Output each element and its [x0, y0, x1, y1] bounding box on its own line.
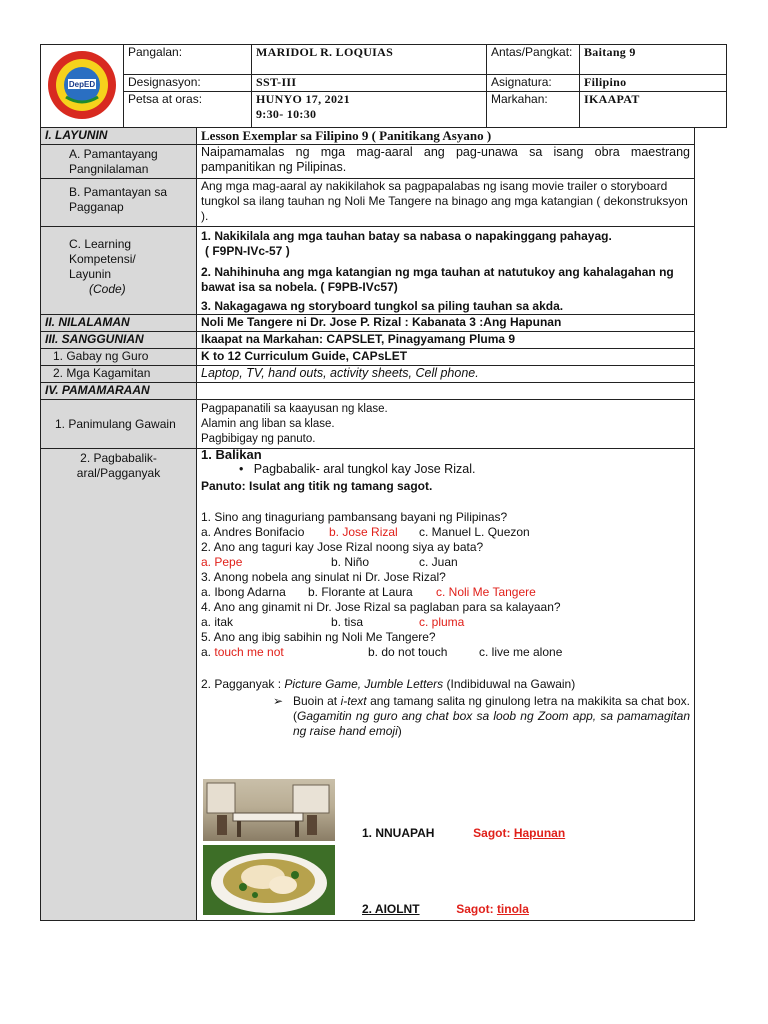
grade-value: Baitang 9	[580, 45, 727, 75]
gabay-text: K to 12 Curriculum Guide, CAPsLET	[197, 349, 695, 366]
item-2-sagot-label: Sagot:	[456, 902, 494, 916]
label-code: (Code)	[89, 282, 126, 296]
q2-choice-b: b. Niño	[331, 555, 370, 569]
question-3: 3. Anong nobela ang sinulat ni Dr. Jose Rizal?	[201, 570, 446, 584]
quarter-label: Markahan:	[487, 92, 580, 128]
date-text: HUNYO 17, 2021	[256, 92, 350, 106]
balik-aral-content	[197, 449, 695, 921]
q1-choice-c: c. Manuel L. Quezon	[419, 525, 530, 539]
question-2: 2. Ano ang taguri kay Jose Rizal noong siya ay bata?	[201, 540, 484, 554]
designation-label: Designasyon:	[124, 75, 252, 92]
q5-choice-a: touch me not	[214, 645, 284, 659]
q1-choice-b: b. Jose Rizal	[329, 525, 398, 539]
sanggunian-heading: III. SANGGUNIAN	[41, 332, 197, 349]
date-label: Petsa at oras:	[124, 92, 252, 128]
nilalaman-text: Noli Me Tangere ni Dr. Jose P. Rizal : Kabanata 3 :Ang Hapunan	[197, 315, 695, 332]
item-1-answer-line	[362, 826, 565, 841]
item-2-jumbled-word: 2. AIOLNT	[362, 902, 420, 916]
logo-cell	[41, 45, 124, 128]
label-c: C. Learning Kompetensi/ Layunin	[69, 237, 136, 281]
kagamitan-label: 2. Mga Kagamitan	[41, 366, 197, 383]
kompetensi-item-2: 2. Nahihinuha ang mga katangian ng mga tauhan at natutukoy ang kahalagahan ng bawat isa sa nobela. ( F9PB-IVc57)	[201, 265, 674, 294]
q4-choice-b: b. tisa	[331, 615, 364, 629]
item-1-jumbled-word: 1. NNUAPAH	[362, 826, 435, 840]
instruction-italic: i-text	[340, 694, 367, 708]
dining-table-icon	[203, 779, 335, 841]
item-1-answer: Hapunan	[513, 826, 566, 840]
q5-choice-c: c. live me alone	[479, 645, 563, 659]
pamantayan-pagganap-label	[41, 179, 197, 227]
q3-choice-a: a. Ibong Adarna	[201, 585, 286, 599]
panimula-item-1: Pagpapanatili sa kaayusan ng klase.	[201, 403, 388, 415]
instruction-italic-2: Gagamitin ng guro ang chat box sa loob ng Zoom app, sa pamamagitan ng raise hand emoji	[293, 709, 690, 738]
item-2-answer-line	[332, 902, 529, 917]
pamantayang-pangnilalaman-text: Naipamamalas ng mga mag-aaral ang pag-unawa sa isang obra maestrang pampanitikan ng Pilipinas.	[197, 145, 695, 179]
pagganyak-line	[201, 677, 690, 692]
pamamaraan-heading: IV. PAMAMARAAN	[41, 383, 197, 400]
kagamitan-text: Laptop, TV, hand outs, activity sheets, Cell phone.	[197, 366, 695, 383]
time-text: 9:30- 10:30	[256, 107, 317, 121]
lesson-title: Lesson Exemplar sa Filipino 9 ( Panitikang Asyano )	[197, 128, 695, 145]
question-4: 4. Ano ang ginamit ni Dr. Jose Rizal sa paglaban para sa kalayaan?	[201, 600, 561, 614]
header-table	[40, 44, 727, 128]
balik-aral-label-text: 2. Pagbabalik-aral/Pagganyak	[76, 451, 161, 480]
nilalaman-heading: II. NILALAMAN	[41, 315, 197, 332]
designation-value: SST-III	[252, 75, 487, 92]
learning-kompetensi-label	[41, 227, 197, 315]
q1-choice-a: a. Andres Bonifacio	[201, 525, 305, 539]
item-1-sagot-label: Sagot:	[473, 826, 511, 840]
bullet-icon: •	[239, 462, 254, 476]
learning-kompetensi-text	[197, 227, 695, 315]
question-4-choices	[201, 615, 690, 630]
tinola-bowl-icon	[203, 845, 335, 915]
instruction-close: )	[397, 724, 402, 738]
question-3-choices	[201, 585, 690, 600]
kompetensi-item-1-code: ( F9PN-IVc-57 )	[205, 244, 290, 258]
question-5-choices	[201, 645, 690, 660]
instruction-part-2: ang tamang salita ng ginulong letra na makikita sa chat box. (	[293, 694, 690, 723]
q5-choice-b: b. do not touch	[368, 645, 448, 659]
panimula-item-2: Alamin ang liban sa klase.	[201, 418, 335, 430]
dining-room-picture	[203, 779, 335, 841]
question-2-choices	[201, 555, 690, 570]
q3-choice-c: c. Noli Me Tangere	[436, 585, 536, 599]
question-1-choices	[201, 525, 690, 540]
q5-choice-a-prefix: a.	[201, 645, 212, 659]
q4-choice-c: c. pluma	[419, 615, 465, 629]
subject-label: Asignatura:	[487, 75, 580, 92]
question-1: 1. Sino ang tinaguriang pambansang bayani ng Pilipinas?	[201, 510, 508, 524]
panimula-label: 1. Panimulang Gawain	[41, 400, 197, 449]
label-a: A. Pamantayang Pangnilalaman	[69, 147, 158, 176]
q2-choice-a: a. Pepe	[201, 555, 243, 569]
instruction-part-1: Buoin at	[293, 694, 338, 708]
arrow-bullet-icon: ➢	[273, 694, 284, 708]
balik-aral-label	[41, 449, 197, 921]
lesson-table	[40, 127, 695, 921]
balikan-title: 1. Balikan	[201, 447, 262, 462]
label-b: B. Pamantayan sa Pagganap	[69, 185, 168, 214]
panimula-text	[197, 400, 695, 449]
bullet-text: Pagbabalik- aral tungkol kay Jose Rizal.	[253, 462, 476, 476]
name-label: Pangalan:	[124, 45, 252, 75]
sanggunian-text: Ikaapat na Markahan: CAPSLET, Pinagyamang Pluma 9	[197, 332, 695, 349]
pagganyak-italic: Picture Game, Jumble Letters	[284, 677, 444, 691]
kompetensi-item-1: 1. Nakikilala ang mga tauhan batay sa nabasa o napakinggang pahayag.	[201, 229, 612, 243]
q4-choice-a: a. itak	[201, 615, 234, 629]
gabay-label: 1. Gabay ng Guro	[41, 349, 197, 366]
quarter-value: IKAAPAT	[580, 92, 727, 128]
pagganyak-prefix: 2. Pagganyak :	[201, 677, 282, 691]
pamantayang-pangnilalaman-label	[41, 145, 197, 179]
tinola-picture	[203, 845, 335, 915]
pagganyak-instruction	[201, 694, 690, 739]
panuto-text: Panuto: Isulat ang titik ng tamang sagot.	[201, 479, 433, 493]
q3-choice-b: b. Florante at Laura	[308, 585, 413, 599]
subject-value: Filipino	[580, 75, 727, 92]
pagganyak-suffix: (Indibiduwal na Gawain)	[446, 677, 576, 691]
name-value: MARIDOL R. LOQUIAS	[252, 45, 487, 75]
kompetensi-item-3: 3. Nakagagawa ng storyboard tungkol sa piling tauhan sa akda.	[201, 299, 564, 313]
balikan-bullet	[239, 462, 690, 477]
grade-label: Antas/Pangkat:	[487, 45, 580, 75]
item-2-answer: tinola	[496, 902, 529, 916]
svg-text:DepED: DepED	[68, 79, 96, 89]
date-value	[252, 92, 487, 128]
panimula-item-3: Pagbibigay ng panuto.	[201, 433, 316, 445]
question-5: 5. Ano ang ibig sabihin ng Noli Me Tangere?	[201, 630, 436, 644]
pamantayan-pagganap-text: Ang mga mag-aaral ay nakikilahok sa pagpapalabas ng isang movie trailer o storyboard tungkol sa ilang tauhan ng Noli Me Tangere na binago ang mga katangian ( dekonstruksyon ).	[197, 179, 695, 227]
q2-choice-c: c. Juan	[419, 555, 458, 569]
layunin-heading: I. LAYUNIN	[41, 128, 197, 145]
deped-seal-icon	[46, 49, 118, 121]
pamamaraan-empty	[197, 383, 695, 400]
